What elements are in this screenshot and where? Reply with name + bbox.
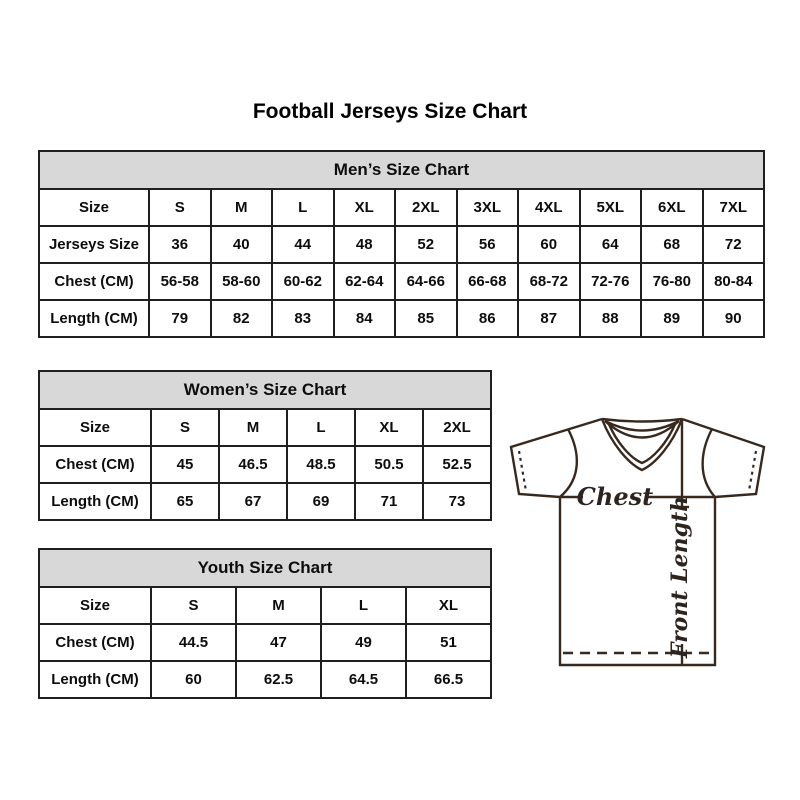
vneck-inner — [608, 422, 676, 463]
row-label: Size — [39, 587, 151, 624]
value-cell: 56-58 — [149, 263, 211, 300]
value-cell: XL — [334, 189, 396, 226]
right-sleeve-outline — [682, 419, 764, 497]
value-cell: 60-62 — [272, 263, 334, 300]
value-cell: 2XL — [395, 189, 457, 226]
table-row — [39, 226, 764, 263]
value-cell: 58-60 — [211, 263, 273, 300]
row-label: Size — [39, 189, 149, 226]
value-cell: 60 — [151, 661, 236, 698]
value-cell: 60 — [518, 226, 580, 263]
value-cell: 83 — [272, 300, 334, 337]
value-cell: 50.5 — [355, 446, 423, 483]
value-cell: 5XL — [580, 189, 642, 226]
value-cell: 47 — [236, 624, 321, 661]
jersey-outline-icon — [505, 412, 775, 667]
value-cell: 87 — [518, 300, 580, 337]
left-armhole-seam — [560, 429, 577, 497]
value-cell: 65 — [151, 483, 219, 520]
value-cell: 7XL — [703, 189, 765, 226]
right-armhole-seam — [703, 429, 715, 497]
value-cell: 44 — [272, 226, 334, 263]
table-section-title: Women’s Size Chart — [39, 371, 491, 409]
value-cell: 69 — [287, 483, 355, 520]
value-cell: L — [321, 587, 406, 624]
row-label: Length (CM) — [39, 661, 151, 698]
left-cuff-stitch — [519, 451, 526, 491]
value-cell: 64.5 — [321, 661, 406, 698]
value-cell: 6XL — [641, 189, 703, 226]
value-cell: 84 — [334, 300, 396, 337]
value-cell: 67 — [219, 483, 287, 520]
value-cell: 64 — [580, 226, 642, 263]
value-cell: 52 — [395, 226, 457, 263]
table-row — [39, 446, 491, 483]
value-cell: 79 — [149, 300, 211, 337]
row-label: Jerseys Size — [39, 226, 149, 263]
table-row — [39, 300, 764, 337]
value-cell: XL — [355, 409, 423, 446]
womens-size-table — [38, 370, 492, 521]
value-cell: S — [151, 409, 219, 446]
value-cell: L — [287, 409, 355, 446]
row-label: Chest (CM) — [39, 624, 151, 661]
value-cell: 44.5 — [151, 624, 236, 661]
chest-label: Chest — [576, 482, 654, 511]
collar-top-edge — [602, 419, 682, 422]
table-row — [39, 263, 764, 300]
mens-size-table — [38, 150, 765, 338]
value-cell: 73 — [423, 483, 491, 520]
table-section-title: Youth Size Chart — [39, 549, 491, 587]
value-cell: 40 — [211, 226, 273, 263]
value-cell: 2XL — [423, 409, 491, 446]
table-row — [39, 624, 491, 661]
value-cell: 48.5 — [287, 446, 355, 483]
table-row — [39, 189, 764, 226]
value-cell: L — [272, 189, 334, 226]
value-cell: XL — [406, 587, 491, 624]
value-cell: M — [219, 409, 287, 446]
value-cell: 76-80 — [641, 263, 703, 300]
row-label: Length (CM) — [39, 300, 149, 337]
value-cell: 48 — [334, 226, 396, 263]
value-cell: 68 — [641, 226, 703, 263]
value-cell: 90 — [703, 300, 765, 337]
value-cell: 36 — [149, 226, 211, 263]
value-cell: 56 — [457, 226, 519, 263]
table-section-title: Men’s Size Chart — [39, 151, 764, 189]
value-cell: 80-84 — [703, 263, 765, 300]
value-cell: 62.5 — [236, 661, 321, 698]
row-label: Chest (CM) — [39, 263, 149, 300]
value-cell: 82 — [211, 300, 273, 337]
value-cell: M — [236, 587, 321, 624]
table-row — [39, 661, 491, 698]
value-cell: 89 — [641, 300, 703, 337]
value-cell: M — [211, 189, 273, 226]
value-cell: 66-68 — [457, 263, 519, 300]
table-row — [39, 587, 491, 624]
value-cell: 49 — [321, 624, 406, 661]
jersey-measurement-diagram — [505, 412, 775, 667]
value-cell: 68-72 — [518, 263, 580, 300]
front-length-label: Front Length — [667, 495, 693, 659]
right-cuff-stitch — [749, 451, 756, 491]
row-label: Length (CM) — [39, 483, 151, 520]
row-label: Size — [39, 409, 151, 446]
value-cell: S — [151, 587, 236, 624]
value-cell: 72-76 — [580, 263, 642, 300]
value-cell: 3XL — [457, 189, 519, 226]
value-cell: 85 — [395, 300, 457, 337]
value-cell: 66.5 — [406, 661, 491, 698]
value-cell: 64-66 — [395, 263, 457, 300]
value-cell: 71 — [355, 483, 423, 520]
value-cell: 46.5 — [219, 446, 287, 483]
page-title: Football Jerseys Size Chart — [252, 100, 528, 123]
value-cell: 51 — [406, 624, 491, 661]
table-row — [39, 409, 491, 446]
value-cell: 52.5 — [423, 446, 491, 483]
value-cell: 86 — [457, 300, 519, 337]
value-cell: 72 — [703, 226, 765, 263]
value-cell: 45 — [151, 446, 219, 483]
value-cell: 88 — [580, 300, 642, 337]
value-cell: 4XL — [518, 189, 580, 226]
collar-arc-outer — [605, 421, 679, 438]
table-row — [39, 483, 491, 520]
row-label: Chest (CM) — [39, 446, 151, 483]
youth-size-table — [38, 548, 492, 699]
value-cell: 62-64 — [334, 263, 396, 300]
value-cell: S — [149, 189, 211, 226]
